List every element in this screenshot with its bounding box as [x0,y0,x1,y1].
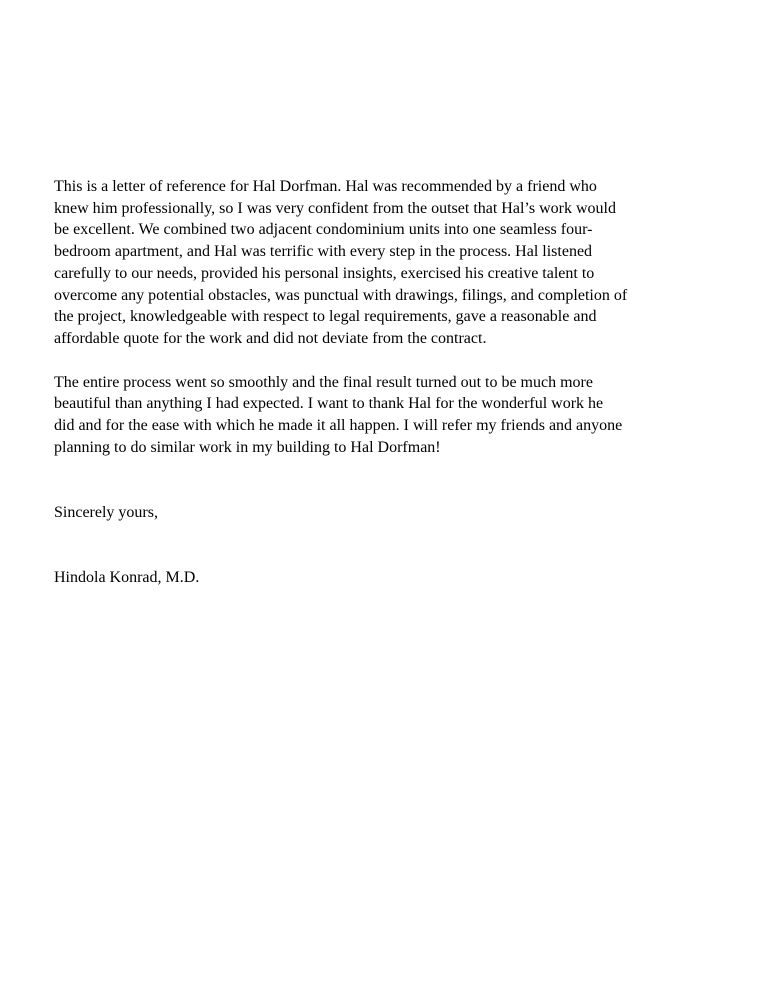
text-line: overcome any potential obstacles, was punctual with drawings, filings, and completion of [54,286,628,304]
text-line: be excellent. We combined two adjacent condominium units into one seamless four- [54,221,593,239]
letter-paragraph-2 [54,372,744,459]
text-line: beautiful than anything I had expected. I want to thank Hal for the wonderful work he [54,395,604,413]
reference-letter [54,176,744,589]
text-line: the project, knowledgeable with respect to legal requirements, gave a reasonable and [54,308,597,326]
text-line: bedroom apartment, and Hal was terrific with every step in the process. Hal listened [54,243,593,261]
letter-paragraph-1 [54,176,744,350]
text-line: This is a letter of reference for Hal Dorfman. Hal was recommended by a friend who [54,178,597,195]
text-line: The entire process went so smoothly and the final result turned out to be much more [54,373,593,391]
text-line: affordable quote for the work and did not deviate from the contract. [54,329,487,347]
text-line: planning to do similar work in my building to Hal Dorfman! [54,438,441,456]
text-line: knew him professionally, so I was very confident from the outset that Hal’s work would [54,199,616,217]
text-line: carefully to our needs, provided his personal insights, exercised his creative talent to [54,264,595,282]
paragraph-spacer [54,458,744,502]
text-line: did and for the ease with which he made it all happen. I will refer my friends and anyone [54,417,623,435]
signature [54,567,744,589]
signature-spacer [54,524,744,567]
closing-text: Sincerely yours, [54,504,158,522]
closing [54,502,744,524]
signature-name: Hindola Konrad, M.D. [54,569,200,587]
paragraph-spacer [54,350,744,372]
